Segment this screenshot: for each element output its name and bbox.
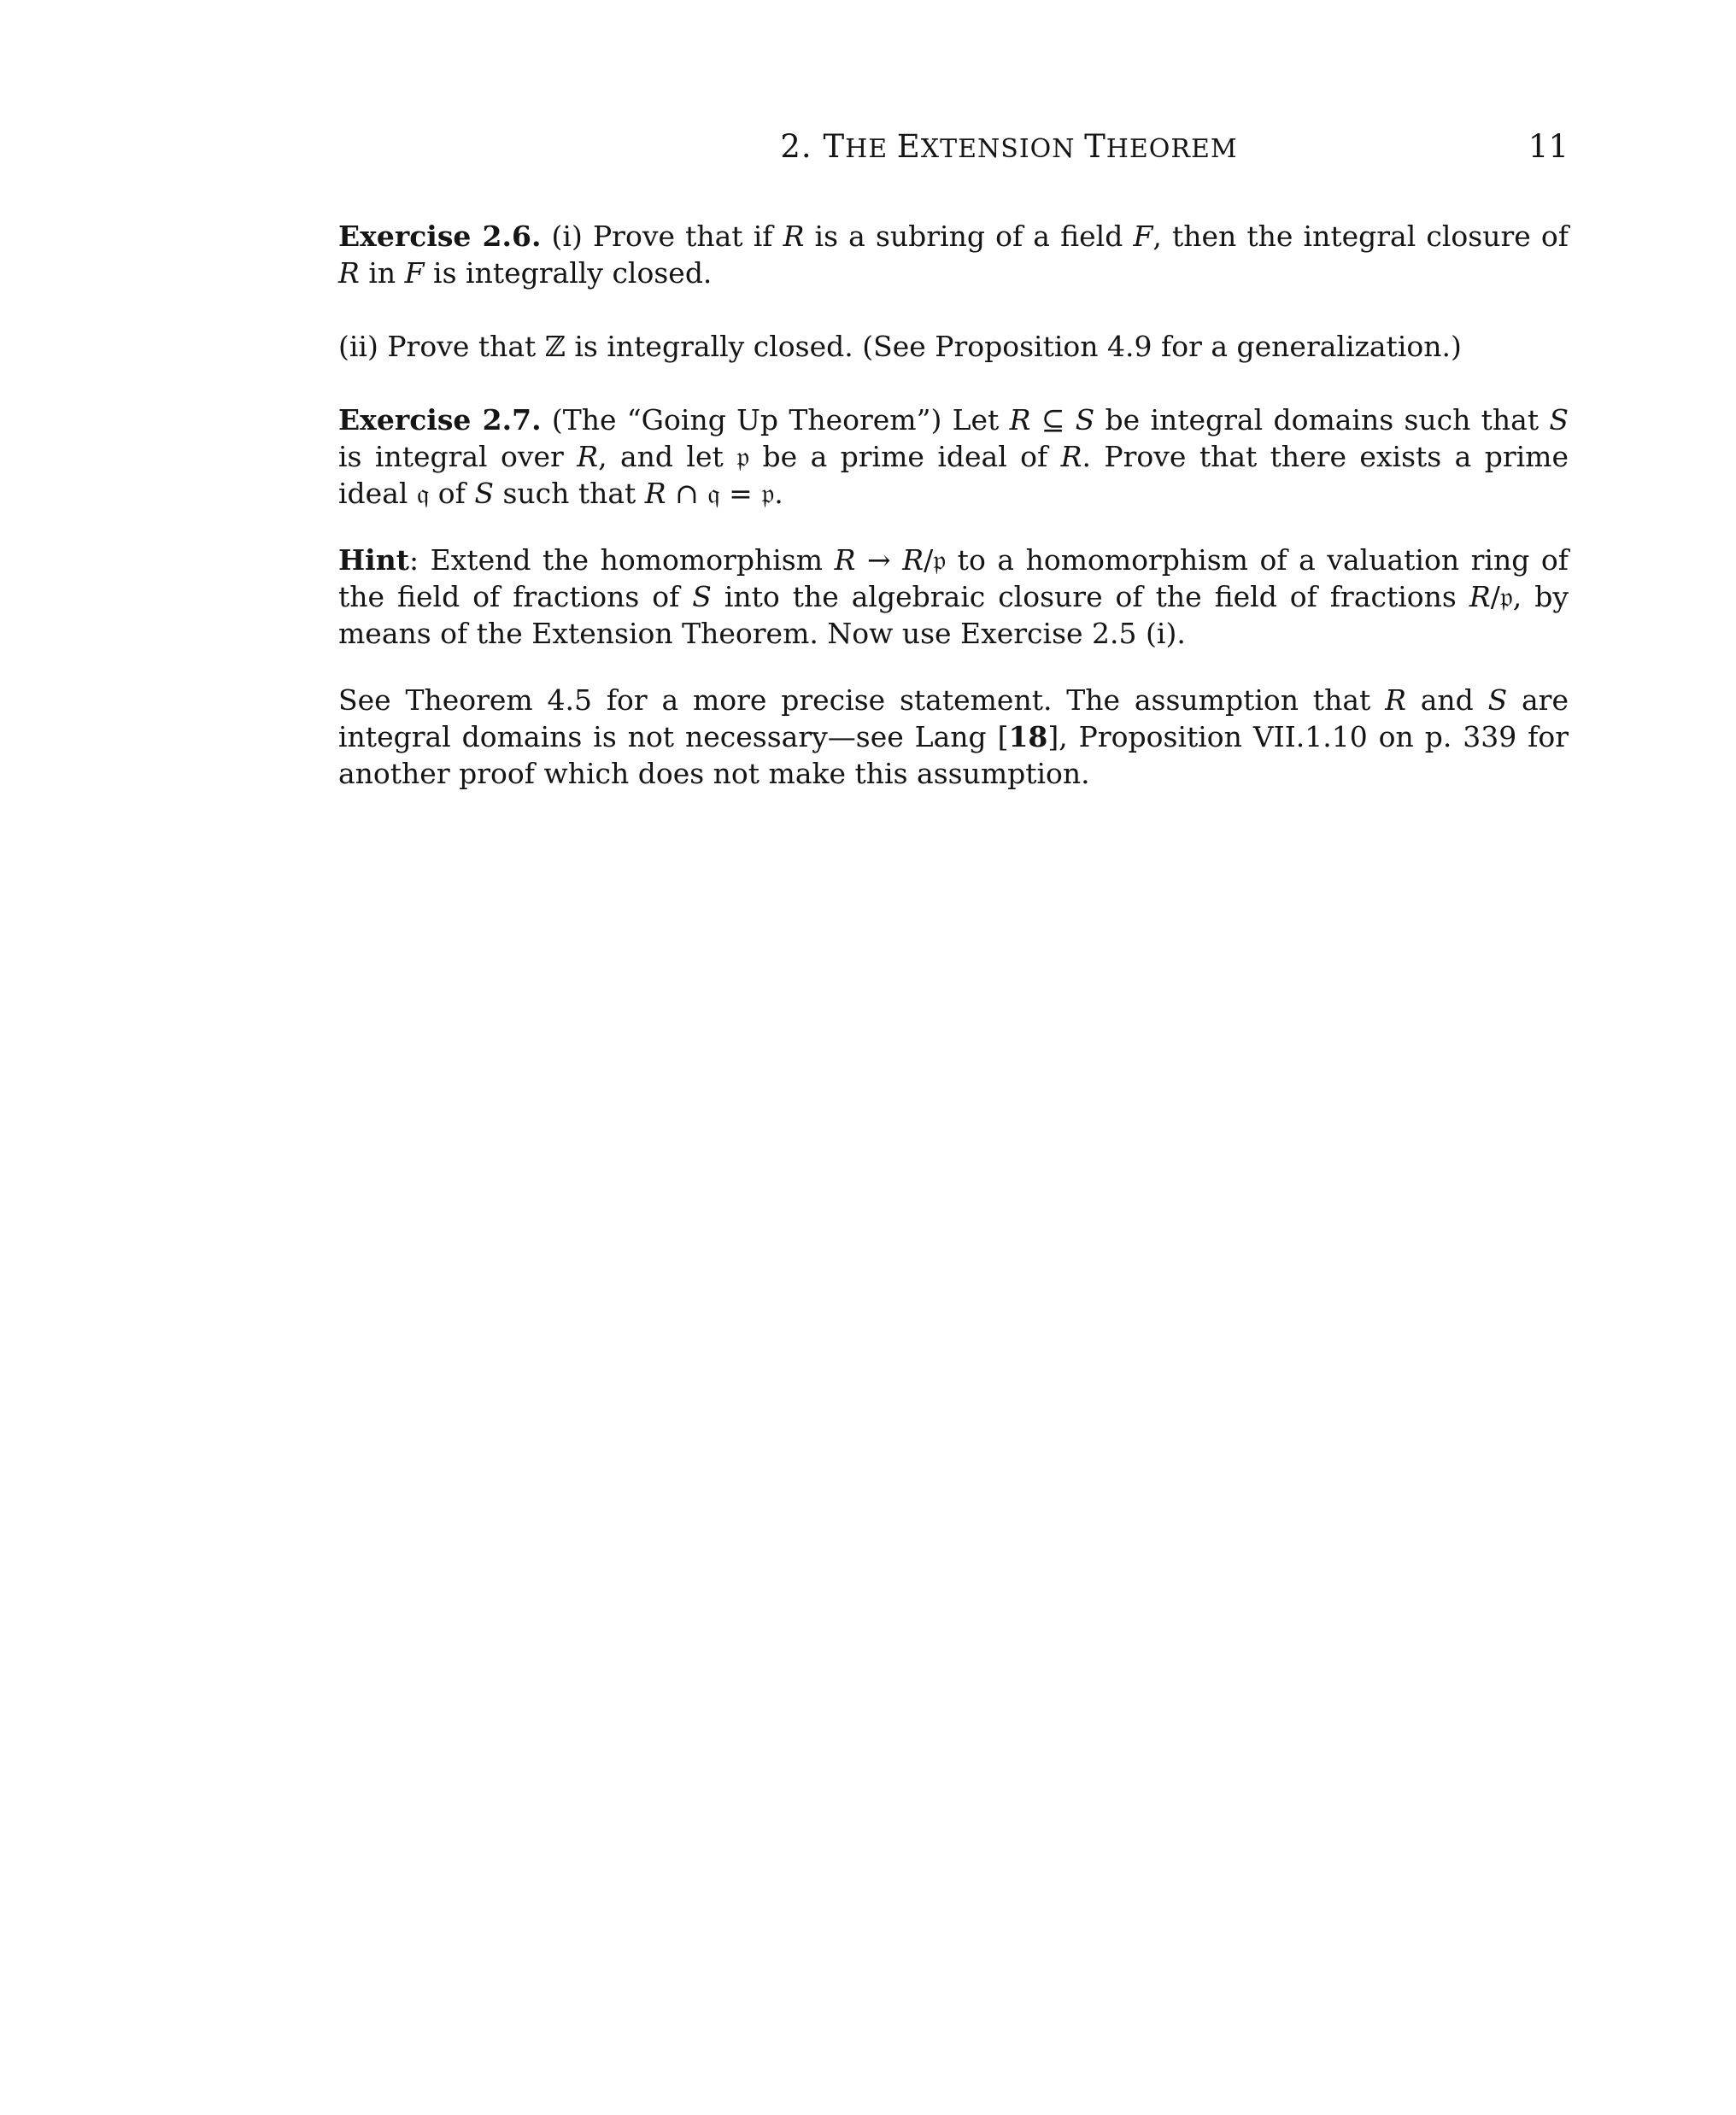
text: is integral over [338,440,578,473]
title-initial-t: T [823,128,846,165]
text: , then the integral closure of [1152,220,1569,253]
math-r: R [1469,580,1491,613]
section-number: 2. [780,128,812,165]
title-small-caps-xtension: XTENSION [920,134,1085,164]
text: : Extend the homomorphism [408,543,835,577]
text: (i) Prove that if [541,220,783,253]
text: ], Proposition VII.1.10 on p. 339 for another proof which does not make this assumption. [338,720,1569,790]
hint-paragraph [338,542,1569,652]
math-f: F [1133,220,1153,253]
math-r: R [338,256,360,290]
text: . Prove that there exists a prime ideal 𝔮 of [338,440,1569,510]
math-r: R [644,477,666,510]
math-r: R [902,543,924,577]
text: See Theorem 4.5 for a more precise statement. The assumption that [338,683,1386,717]
math-s: S [1487,683,1508,717]
text: /𝔭 to a homomorphism of a valuation ring of the field of fractions of [338,543,1569,613]
title-small-caps-heorem: HEOREM [1106,134,1238,164]
text: is integrally closed. [424,256,713,290]
text: such that [493,477,645,510]
text: be integral domains such that [1094,403,1550,436]
text: → [855,543,903,577]
math-r: R [1009,403,1031,436]
math-r: R [1060,440,1082,473]
text: is a subring of a field [804,220,1134,253]
math-s: S [692,580,712,613]
text: ∩ 𝔮 = 𝔭. [666,477,783,510]
exercise-2-6-part-ii: (ii) Prove that ℤ is integrally closed. (See Proposition 4.9 for a generalization.) [338,330,1462,363]
exercise-2-7 [338,401,1569,512]
math-s: S [1075,403,1095,436]
page-number: 11 [1528,128,1569,165]
title-initial-e: E [896,128,921,165]
math-r: R [577,440,599,473]
math-s: S [1549,403,1569,436]
hint-label: Hint [338,543,409,577]
math-r: R [783,220,805,253]
remark-paragraph [338,682,1569,792]
math-f: F [404,256,425,290]
text: in [359,256,405,290]
text: /𝔭, by means of the Extension Theorem. Now use Exercise 2.5 (i). [338,580,1569,650]
text: , and let 𝔭 be a prime ideal of [598,440,1061,473]
text: ⊆ [1030,403,1076,436]
page-body [338,218,1569,792]
title-initial-t2: T [1084,128,1106,165]
math-r: R [834,543,856,577]
citation-reference[interactable]: 18 [1008,720,1048,753]
exercise-2-7-label: Exercise 2.7. [338,403,542,436]
text: (The “Going Up Theorem”) Let [541,403,1010,436]
math-r: R [1385,683,1406,717]
text: into the algebraic closure of the field of fractions [711,580,1469,613]
exercise-2-6-part-i [338,218,1569,291]
math-s: S [474,477,494,510]
exercise-2-6-label: Exercise 2.6. [338,220,542,253]
text: and [1405,683,1488,717]
text: are integral domains is not necessary—see Lang [ [338,683,1569,753]
running-head [338,128,1569,165]
page-header [338,128,1569,171]
title-small-caps-he: HE [845,134,897,164]
